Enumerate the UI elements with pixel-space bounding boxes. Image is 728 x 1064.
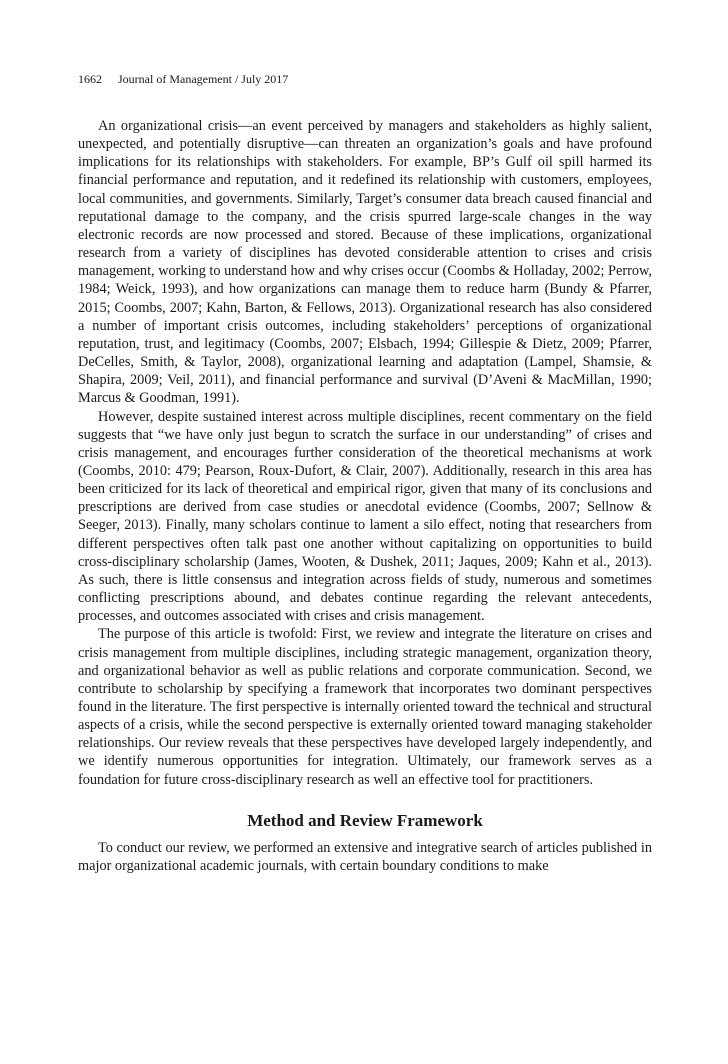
paragraph-method: To conduct our review, we performed an extensive and integrative search of articles published in major organizational academic journals, with certain boundary conditions to make (78, 839, 652, 874)
paragraph-article-purpose: The purpose of this article is twofold: First, we review and integrate the literature on crises and crisis management from multiple disciplines, including strategic management, organization theory, and organizational behavior as well as public relations and corporate communication. Second, we contribute to scholarship by specifying a framework that incorporates two dominant perspectives found in the literature. The first perspective is internally oriented toward the technical and structural aspects of a crisis, while the second perspective is externally oriented toward managing stakeholder relationships. Our review reveals that these perspectives have developed largely independently, and we identify numerous opportunities for integration. Ultimately, our framework serves as a foundation for future cross-disciplinary research as well an effective tool for practitioners. (78, 626, 652, 788)
paragraph-literature-critique: However, despite sustained interest across multiple disciplines, recent commentary on the field suggests that “we have only just begun to scratch the surface in our understanding” of crises and crisis management, and encourages further consideration of the theoretical mechanisms at work (Coombs, 2010: 479; Pearson, Roux-Dufort, & Clair, 2007). Additionally, research in this area has been criticized for its lack of theoretical and empirical rigor, given that many of its conclusions and prescriptions are derived from case studies or anecdotal evidence (Coombs, 2007; Sellnow & Seeger, 2013). Finally, many scholars continue to lament a silo effect, noting that researchers from different perspectives often talk past one another without capitalizing on opportunities to build cross-disciplinary scholarship (James, Wooten, & Dushek, 2011; Jaques, 2009; Kahn et al., 2013). As such, there is little consensus and integration across fields of study, numerous and sometimes conflicting prescriptions abound, and debates continue regarding the relevant antecedents, processes, and outcomes associated with crises and crisis management. (78, 408, 652, 625)
running-head (78, 71, 288, 87)
running-title: Journal of Management / July 2017 (118, 72, 289, 86)
paragraph-crisis-definition: An organizational crisis—an event perceived by managers and stakeholders as highly salient, unexpected, and potentially disruptive—can threaten an organization’s goals and have profound implications for its relationships with stakeholders. For example, BP’s Gulf oil spill harmed its financial performance and reputation, and it redefined its relationship with customers, employees, local communities, and governments. Similarly, Target’s consumer data breach caused financial and reputational damage to the company, and the crisis spurred large-scale changes in the way electronic records are now processed and stored. Because of these implications, organizational research from a variety of disciplines has devoted considerable attention to crises and crisis management, working to understand how and why crises occur (Coombs & Holladay, 2002; Perrow, 1984; Weick, 1993), and how organizations can manage them to reduce harm (Bundy & Pfarrer, 2015; Coombs, 2007; Kahn, Barton, & Fellows, 2013). Organizational research has also considered a number of important crisis outcomes, including stakeholders’ perceptions of organizational reputation, trust, and legitimacy (Coombs, 2007; Elsbach, 1994; Gillespie & Dietz, 2009; Pfarrer, DeCelles, Smith, & Taylor, 2008), organizational learning and adaptation (Lampel, Shamsie, & Shapira, 2009; Veil, 2011), and financial performance and survival (D’Aveni & MacMillan, 1990; Marcus & Goodman, 1991). (78, 118, 652, 407)
article-body (78, 117, 652, 875)
section-heading: Method and Review Framework (247, 810, 483, 830)
page-number: 1662 (78, 72, 102, 86)
